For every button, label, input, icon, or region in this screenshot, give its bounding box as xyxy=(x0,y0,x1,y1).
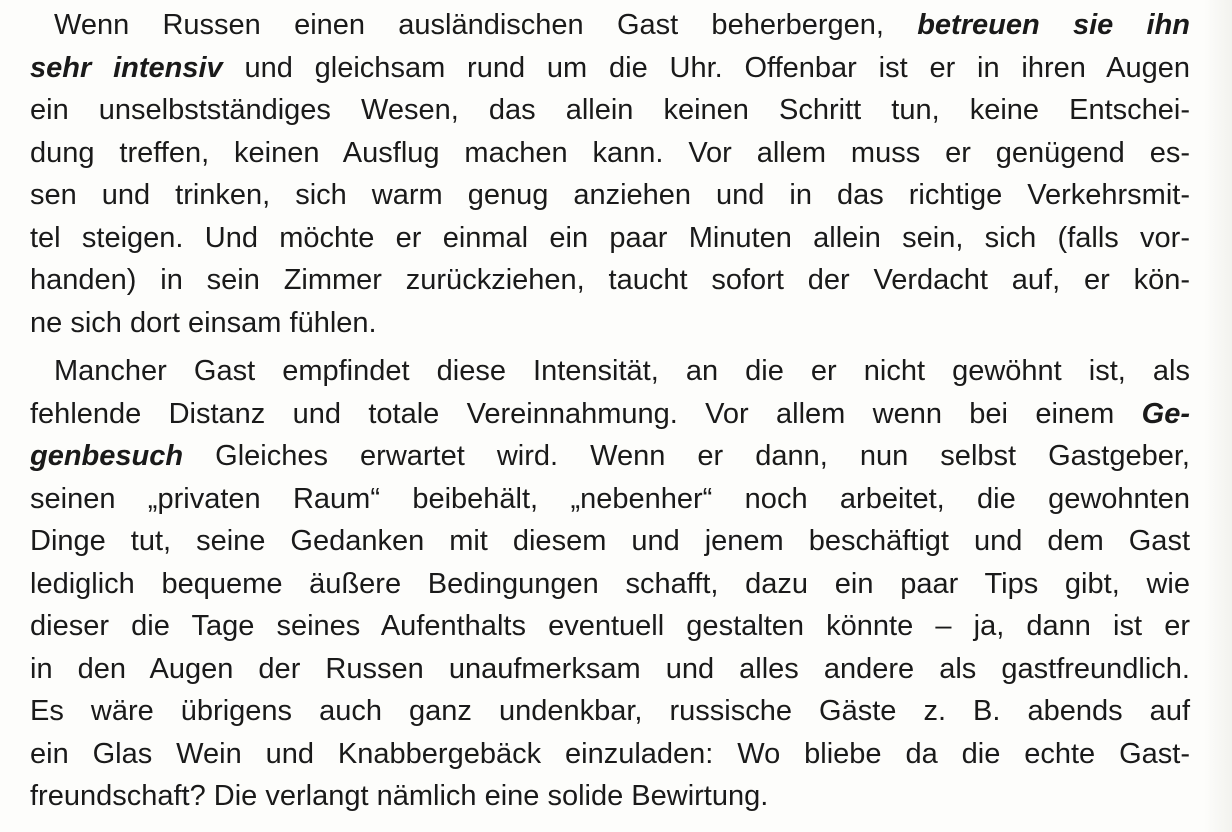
text-run: in den Augen der Russen unaufmerksam und alles andere als gastfreundlich. xyxy=(30,652,1190,685)
text-run: Wenn Russen einen ausländischen Gast beherbergen, xyxy=(54,9,918,41)
paragraph xyxy=(30,4,1190,344)
text-line xyxy=(30,217,1190,260)
text-run: Mancher Gast empfindet diese Intensität, an die er nicht gewöhnt ist, als xyxy=(54,355,1190,387)
text-line xyxy=(30,520,1190,563)
text-line xyxy=(30,775,1190,818)
text-line xyxy=(30,47,1190,90)
text-run: handen) in sein Zimmer zurückziehen, taucht sofort der Verdacht auf, er kön- xyxy=(30,264,1190,296)
text-run: und gleichsam rund um die Uhr. Offenbar ist er in ihren Augen xyxy=(222,51,1190,84)
text-run: ne sich dort einsam fühlen. xyxy=(30,306,377,339)
paragraph xyxy=(30,350,1190,818)
text-run: Dinge tut, seine Gedanken mit diesem und jenem beschäftigt und dem Gast xyxy=(30,525,1190,557)
text-line xyxy=(30,478,1190,521)
text-run: tel steigen. Und möchte er einmal ein paar Minuten allein sein, sich (falls vor- xyxy=(30,221,1190,254)
emphasized-text: sehr intensiv xyxy=(30,51,223,84)
text-run: freundschaft? Die verlangt nämlich eine solide Bewirtung. xyxy=(30,780,769,812)
text-line xyxy=(30,563,1190,606)
text-line xyxy=(30,393,1190,436)
text-line xyxy=(30,302,1190,345)
scan-edge-shadow xyxy=(1204,0,1232,832)
text-run: ein Glas Wein und Knabbergebäck einzuladen: Wo bliebe da die echte Gast- xyxy=(30,737,1190,770)
text-run: lediglich bequeme äußere Bedingungen schafft, dazu ein paar Tips gibt, wie xyxy=(30,567,1190,600)
text-run: Es wäre übrigens auch ganz undenkbar, russische Gäste z. B. abends auf xyxy=(30,695,1190,727)
text-run: dieser die Tage seines Aufenthalts eventuell gestalten könnte – ja, dann ist er xyxy=(30,610,1190,642)
emphasized-text: genbesuch xyxy=(30,440,184,472)
text-run: sen und trinken, sich warm genug anziehen und in das richtige Verkehrsmit- xyxy=(30,179,1190,211)
text-line xyxy=(30,690,1190,733)
text-line xyxy=(30,259,1190,302)
text-run: fehlende Distanz und totale Vereinnahmung. Vor allem wenn bei einem xyxy=(30,397,1142,430)
text-line xyxy=(30,733,1190,776)
text-line xyxy=(30,174,1190,217)
text-run: Gleiches erwartet wird. Wenn er dann, nun selbst Gastgeber, xyxy=(183,440,1190,472)
emphasized-text: Ge- xyxy=(1141,397,1190,430)
text-line xyxy=(30,648,1190,691)
text-line xyxy=(30,605,1190,648)
text-line xyxy=(30,132,1190,175)
text-line xyxy=(30,350,1190,393)
text-line xyxy=(30,89,1190,132)
text-run: seinen „privaten Raum“ beibehält, „nebenher“ noch arbeitet, die gewohnten xyxy=(30,482,1190,515)
text-run: ein unselbstständiges Wesen, das allein keinen Schritt tun, keine Entschei- xyxy=(30,94,1190,126)
text-run: dung treffen, keinen Ausflug machen kann. Vor allem muss er genügend es- xyxy=(30,136,1190,169)
text-line xyxy=(30,4,1190,47)
document-text xyxy=(30,4,1190,818)
emphasized-text: betreuen sie ihn xyxy=(917,9,1190,41)
text-line xyxy=(30,435,1190,478)
